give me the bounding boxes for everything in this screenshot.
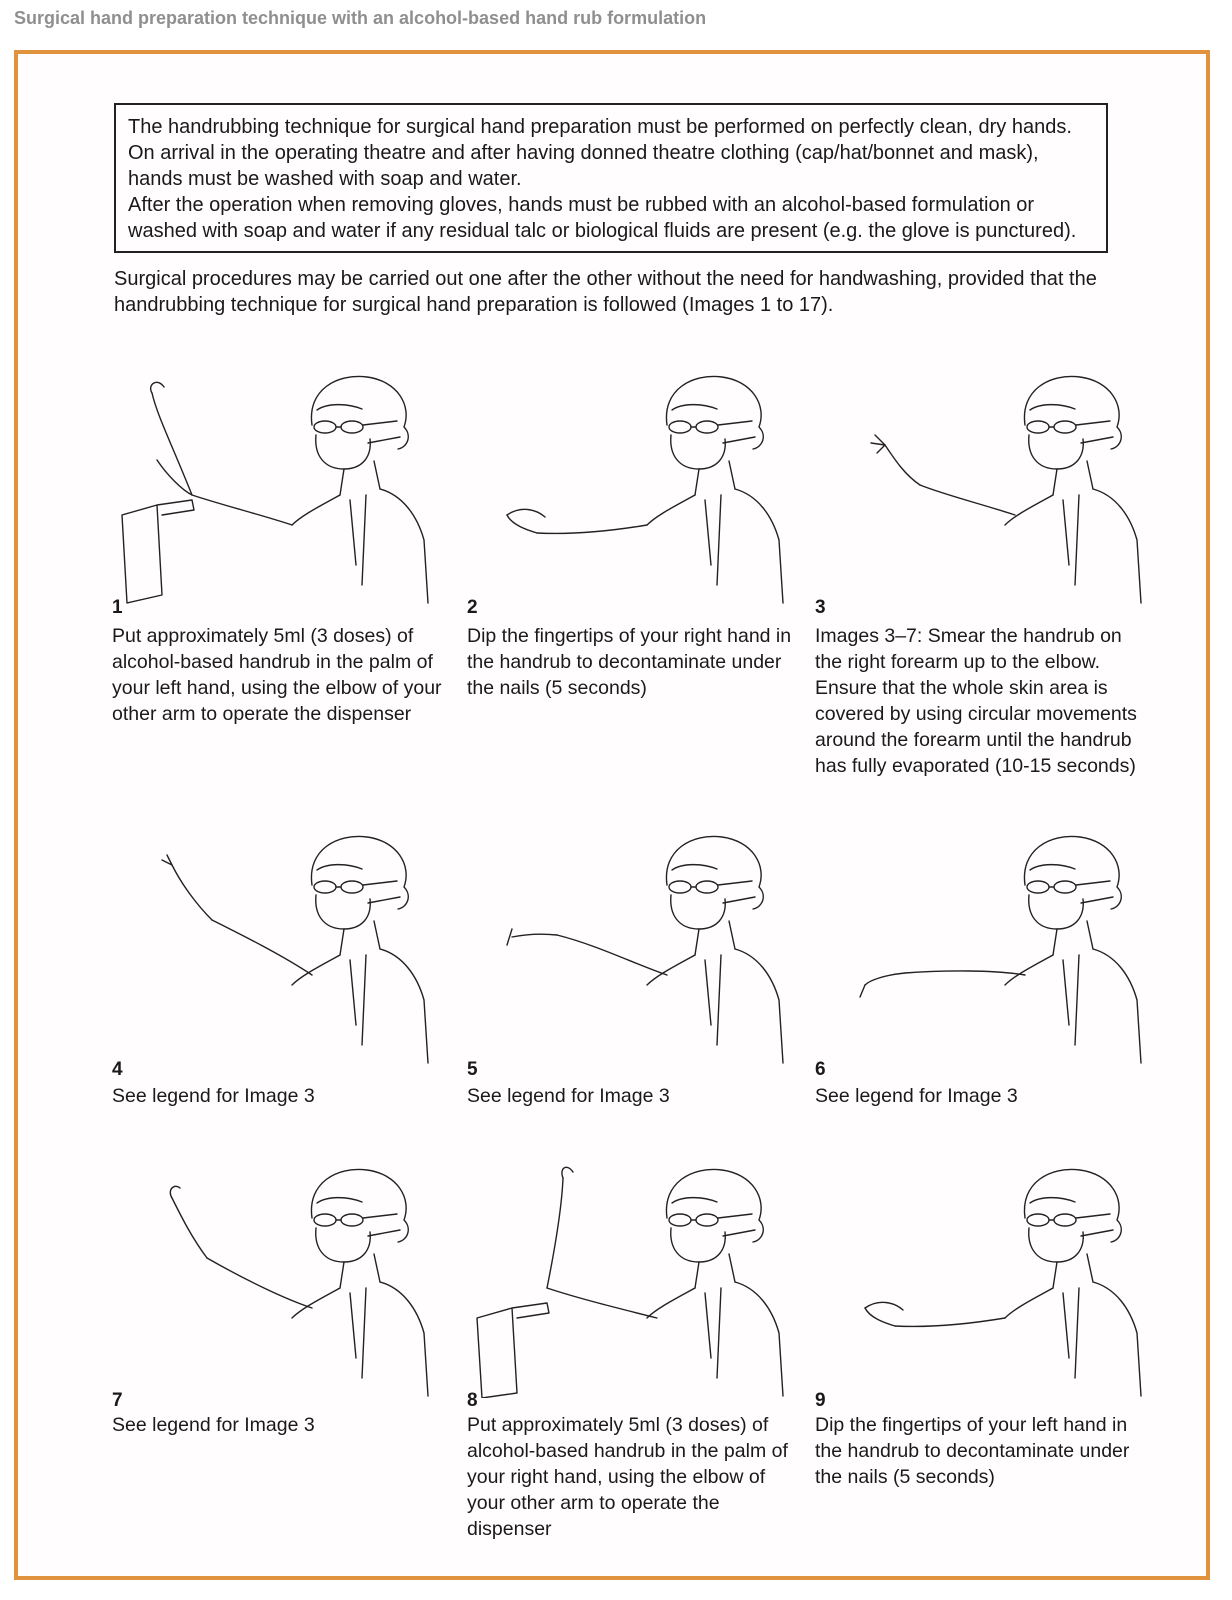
step-legend: Put approximately 5ml (3 doses) of alcohol-based handrub in the palm of your left hand, using the elbow of your other arm to operate the dispenser [112, 625, 442, 725]
surgeon-illustration [825, 365, 1155, 605]
surgeon-illustration [112, 825, 442, 1065]
surgeon-illustration [467, 1158, 797, 1398]
arm-outline [547, 1288, 657, 1318]
arm-outline [157, 460, 292, 525]
step-legend: See legend for Image 3 [112, 1085, 315, 1107]
arm-outline [162, 855, 172, 865]
arm-outline [895, 1318, 1005, 1326]
surgeon-illustration [112, 1158, 442, 1398]
arm-outline [865, 973, 905, 985]
arm-outline [865, 1302, 903, 1310]
arm-outline [562, 1167, 573, 1178]
instruction-line: On arrival in the operating theatre and after having donned theatre clothing (cap/hat/bonnet and mask), hands must be washed with soap and water. [128, 142, 1039, 190]
step-number: 2 [467, 597, 478, 618]
arm-outline [172, 865, 212, 920]
step-number: 5 [467, 1059, 478, 1080]
arm-outline [507, 515, 537, 533]
step-legend: Dip the fingertips of your right hand in the handrub to decontaminate under the nails (5 seconds) [467, 625, 792, 699]
arm-outline [547, 1178, 563, 1288]
step-number: 4 [112, 1059, 123, 1080]
step-legend: Images 3–7: Smear the handrub on the right forearm up to the elbow. Ensure that the whole skin area is covered by using circular movements around the forearm until the handrub has fully evaporated (10-15 seconds) [815, 625, 1137, 777]
surgeon-illustration [825, 1158, 1155, 1398]
step-legend: See legend for Image 3 [112, 1414, 315, 1436]
step-number: 1 [112, 597, 123, 618]
arm-outline [151, 382, 164, 393]
arm-outline [557, 935, 667, 975]
arm-outline [871, 435, 885, 453]
arm-outline [512, 934, 557, 937]
step-number: 6 [815, 1059, 826, 1080]
step-legend: Dip the fingertips of your left hand in the handrub to decontaminate under the nails (5 seconds) [815, 1414, 1130, 1488]
arm-outline [905, 971, 1025, 975]
arm-outline [865, 1308, 895, 1326]
arm-outline [507, 929, 512, 945]
arm-outline [507, 509, 545, 517]
instruction-line: After the operation when removing gloves, hands must be rubbed with an alcohol-based formulation or washed with soap and water if any residual talc or biological fluids are present (e.g. the glove is punctured). [128, 194, 1077, 242]
step-legend: See legend for Image 3 [815, 1085, 1018, 1107]
step-number: 8 [467, 1390, 478, 1411]
arm-outline [212, 920, 312, 975]
step-number: 7 [112, 1390, 123, 1411]
arm-outline [172, 1198, 207, 1258]
arm-outline [170, 1186, 180, 1198]
arm-outline [207, 1258, 312, 1308]
surgeon-illustration [467, 825, 797, 1065]
arm-outline [537, 525, 647, 533]
arm-outline [920, 485, 1015, 515]
step-legend: Put approximately 5ml (3 doses) of alcohol-based handrub in the palm of your right hand, using the elbow of your other arm to operate the dispenser [467, 1414, 788, 1540]
instruction-box [114, 103, 1108, 253]
step-legend: See legend for Image 3 [467, 1085, 670, 1107]
figure-caption: Surgical hand preparation technique with an alcohol-based hand rub formulation [14, 8, 707, 28]
dispenser-icon [122, 500, 194, 603]
step-number: 3 [815, 597, 826, 618]
surgeon-illustration [467, 365, 797, 605]
step-number: 9 [815, 1390, 826, 1411]
arm-outline [885, 445, 920, 485]
surgeon-illustration [825, 825, 1155, 1065]
arm-outline [860, 985, 865, 997]
dispenser-icon [477, 1303, 549, 1398]
intro-paragraph: Surgical procedures may be carried out one after the other without the need for handwashing, provided that the handrubbing technique for surgical hand preparation is followed (Images 1 to 17). [114, 268, 1097, 316]
instruction-line: The handrubbing technique for surgical hand preparation must be performed on perfectly clean, dry hands. [128, 116, 1072, 138]
surgeon-illustration [112, 365, 442, 605]
